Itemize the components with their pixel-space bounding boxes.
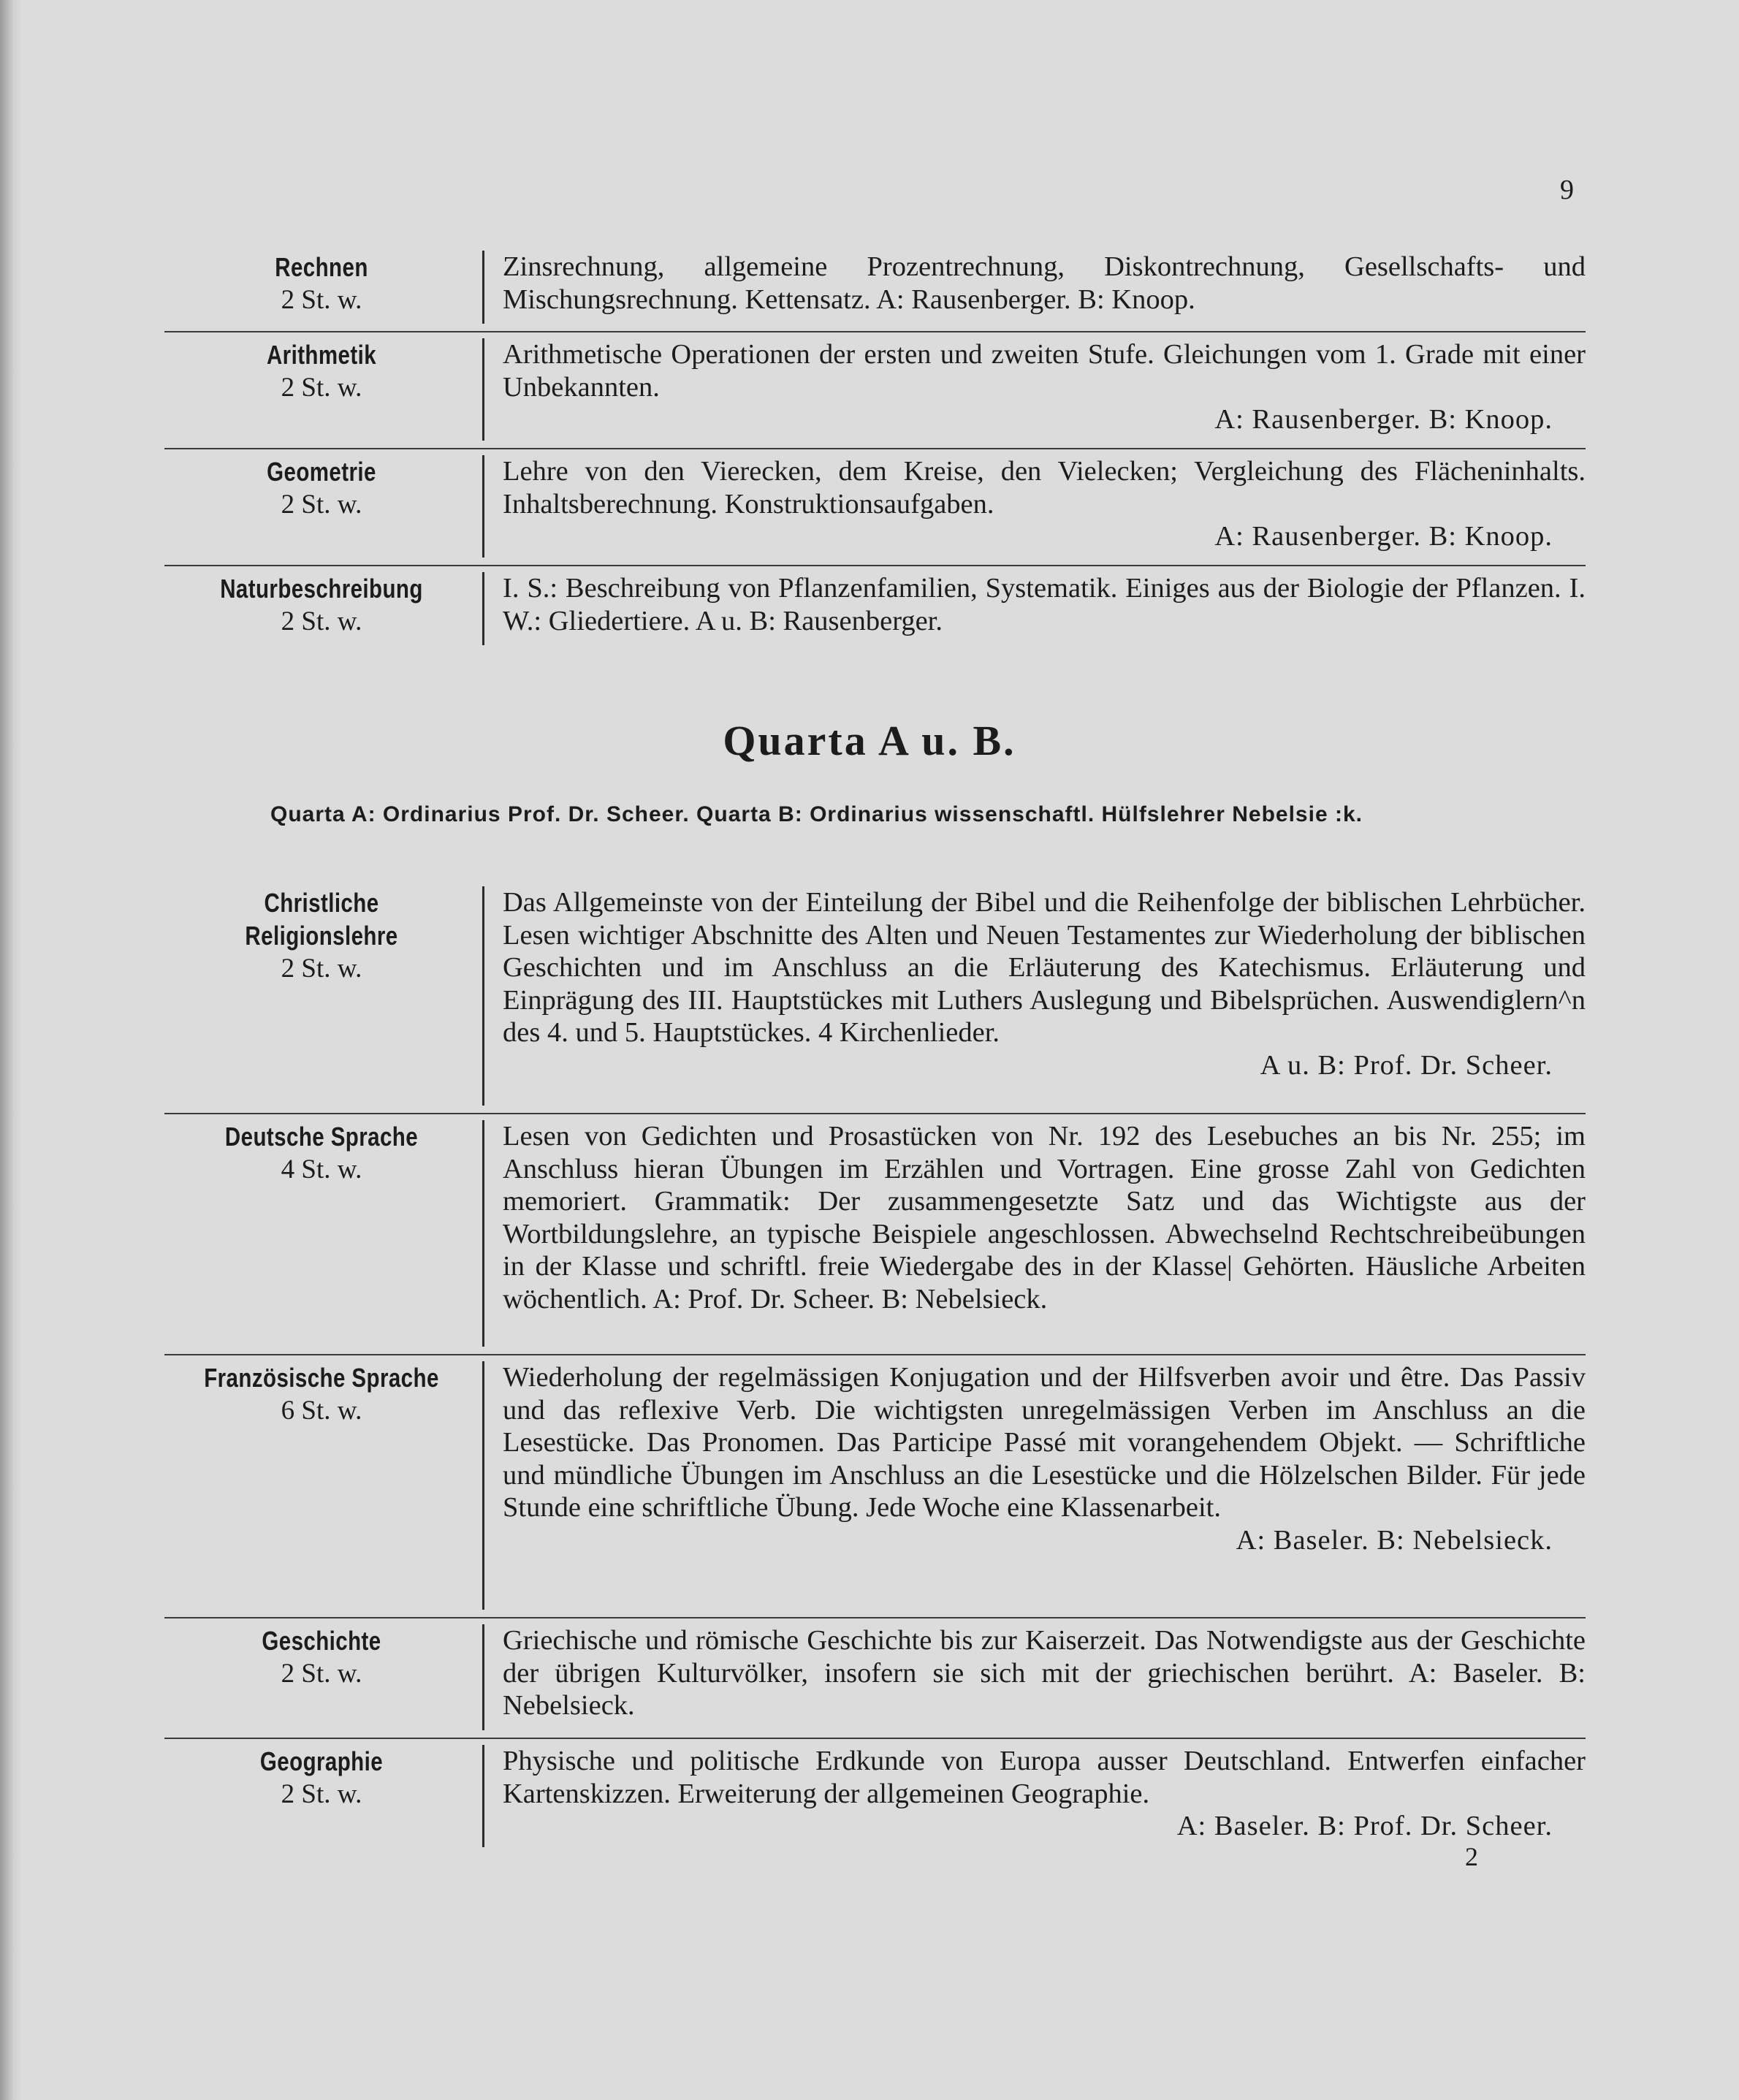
table-row (164, 1618, 1586, 1739)
hours: 4 St. w. (281, 1154, 362, 1184)
teachers: A u. B: Prof. Dr. Scheer. (1260, 1049, 1553, 1081)
subject-name: Arithmetik (266, 340, 377, 370)
table-row (164, 245, 1586, 332)
content-text: Lehre von den Vierecken, dem Kreise, den Vielecken; Vergleichung des Flächeninhalts. Inhaltsberechnung. Konstruktionsaufgaben. (503, 456, 1586, 520)
content-cell (484, 455, 1586, 558)
content-text: Arithmetische Operationen der ersten und zweiten Stufe. Gleichungen vom 1. Grade mit einer Unbekannten. (503, 339, 1586, 403)
subject-cell (164, 1120, 479, 1347)
subject-cell (164, 1624, 479, 1730)
content-text: Das Allgemeinste von der Einteilung der Bibel und die Reihenfolge der biblischen Lehrbücher. Lesen wichtiger Abschnitte des Alten und Neuen Testamentes zur Wiederholung der biblischen Geschichten und im Anschluss an die Erläuterung des Katechismus. Erläuterung und Einprägung des III. Hauptstückes mit Luthers Auslegung und Bibelsprüchen. Auswendiglern^n des 4. und 5. Hauptstückes. 4 Kirchenlieder. (503, 887, 1586, 1048)
subject-name: Rechnen (275, 252, 368, 282)
subject-cell (164, 338, 479, 441)
table-row (164, 449, 1586, 566)
content-cell (484, 572, 1586, 645)
teachers: A: Baseler. B: Prof. Dr. Scheer. (1176, 1811, 1553, 1841)
content-text: Wiederholung der regelmässigen Konjugation und der Hilfsverben avoir und être. Das Passiv und das reflexive Verb. Die wichtigsten unregelmässigen Verben im Anschluss an die Lesestücke. Das Pronomen. Das Participe Passé mit vorangehendem Objekt. — Schriftliche und mündliche Übungen im Anschluss an die Lesestücke und die Hölzelschen Bilder. Für jede Stunde eine schriftliche Übung. Jede Woche eine Klassenarbeit. (503, 1362, 1586, 1523)
lesson-table-quarta (164, 880, 1586, 1854)
content-cell (484, 1745, 1586, 1847)
lesson-table-upper (164, 245, 1586, 653)
hours: 6 St. w. (281, 1396, 362, 1426)
hours: 2 St. w. (281, 490, 362, 520)
table-row (164, 566, 1586, 653)
content-text: I. S.: Beschreibung von Pflanzenfamilien, Systematik. Einiges aus der Biologie der Pflanzen. I. W.: Gliedertiere. A u. B: Rausenberger. (503, 573, 1586, 636)
subject-cell (164, 1745, 479, 1847)
signature-mark: 2 (1465, 1842, 1478, 1871)
hours: 2 St. w. (281, 606, 362, 636)
subject-name: Naturbeschreibung (220, 574, 423, 604)
content-text: Physische und politische Erdkunde von Europa ausser Deutschland. Entwerfen einfacher Kartenskizzen. Erweiterung der allgemeinen Geographie. (503, 1746, 1586, 1809)
subject-name: Geschichte (262, 1626, 381, 1656)
table-row (164, 880, 1586, 1114)
table-row (164, 332, 1586, 449)
hours: 2 St. w. (281, 954, 362, 984)
content-cell (484, 338, 1586, 441)
content-text: Griechische und römische Geschichte bis zur Kaiserzeit. Das Notwendigste aus der Geschichte der übrigen Kulturvölker, insofern sie sich mit der griechischen berührt. A: Baseler. B: Nebelsieck. (503, 1625, 1586, 1721)
subject-name: Geographie (259, 1746, 384, 1776)
subject-name: Französische Sprache (204, 1363, 439, 1393)
table-row (164, 1739, 1586, 1854)
section-title: Quarta A u. B. (723, 717, 1016, 764)
ordinarius-line: Quarta A: Ordinarius Prof. Dr. Scheer. Quarta B: Ordinarius wissenschaftl. Hülfslehrer Nebelsie :k. (270, 802, 1363, 826)
subject-name: Christliche Religionslehre (245, 888, 398, 951)
binding-shadow (0, 0, 22, 2100)
subject-name: Deutsche Sprache (224, 1122, 419, 1152)
hours: 2 St. w. (281, 285, 362, 315)
content-cell (484, 251, 1586, 324)
hours: 2 St. w. (281, 1659, 362, 1689)
subject-cell (164, 455, 479, 558)
teachers: A: Rausenberger. B: Knoop. (1214, 404, 1553, 435)
subject-cell (164, 572, 479, 645)
content-text: Lesen von Gedichten und Prosastücken von Nr. 192 des Lesebuches an bis Nr. 255; im Anschluss hieran Übungen im Erzählen und Vortragen. Eine grosse Zahl von Gedichten memoriert. Grammatik: Der zusammengesetzte Satz und das Wichtigste aus der Wortbildungslehre, an typische Beispiele angeschlossen. Abwechselnd Rechtschreibeübungen in der Klasse und schriftl. freie Wiedergabe des in der Klasse| Gehörten. Häusliche Arbeiten wöchentlich. A: Prof. Dr. Scheer. B: Nebelsieck. (503, 1121, 1586, 1315)
content-cell (484, 1624, 1586, 1730)
teachers: A: Baseler. B: Nebelsieck. (1236, 1524, 1553, 1556)
subject-name: Geometrie (267, 457, 376, 487)
content-cell (484, 1120, 1586, 1347)
subject-cell (164, 1361, 479, 1610)
subject-cell (164, 251, 479, 324)
teachers: A: Rausenberger. B: Knoop. (1214, 521, 1553, 552)
subject-cell (164, 886, 479, 1106)
hours: 2 St. w. (281, 1779, 362, 1809)
table-row (164, 1114, 1586, 1355)
content-text: Zinsrechnung, allgemeine Prozentrechnung, Diskontrechnung, Gesellschafts- und Mischungsrechnung. Kettensatz. A: Rausenberger. B: Knoop. (503, 251, 1586, 315)
content-cell (484, 1361, 1586, 1610)
content-cell (484, 886, 1586, 1106)
page-number: 9 (1560, 175, 1574, 205)
hours: 2 St. w. (281, 373, 362, 403)
table-row (164, 1355, 1586, 1618)
